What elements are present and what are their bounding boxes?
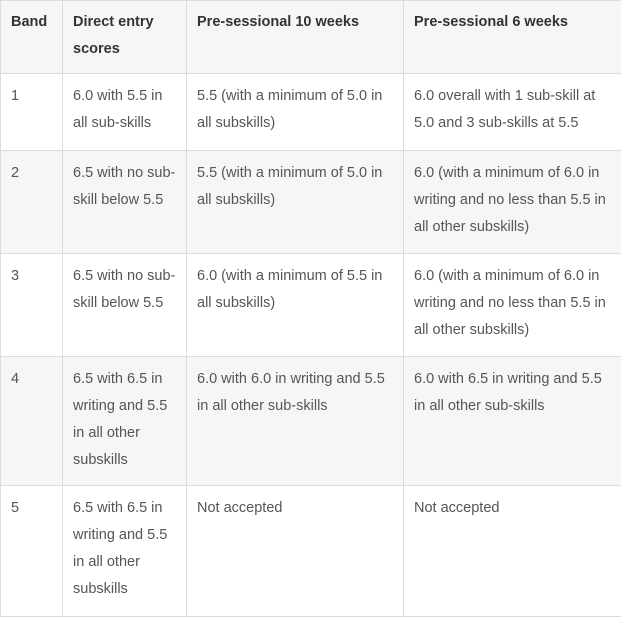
cell-band: 5: [1, 486, 63, 617]
cell-direct-entry: 6.0 with 5.5 in all sub-skills: [63, 74, 187, 151]
cell-direct-entry: 6.5 with 6.5 in writing and 5.5 in all other subskills: [63, 486, 187, 617]
cell-pre-sessional-10: 6.0 (with a minimum of 5.5 in all subskills): [187, 254, 404, 357]
cell-direct-entry: 6.5 with 6.5 in writing and 5.5 in all other subskills: [63, 357, 187, 486]
cell-pre-sessional-10: Not accepted: [187, 486, 404, 617]
cell-pre-sessional-6: 6.0 overall with 1 sub-skill at 5.0 and 3 sub-skills at 5.5: [404, 74, 621, 151]
cell-band: 2: [1, 151, 63, 254]
cell-direct-entry: 6.5 with no sub-skill below 5.5: [63, 254, 187, 357]
cell-band: 1: [1, 74, 63, 151]
cell-pre-sessional-6: 6.0 (with a minimum of 6.0 in writing and no less than 5.5 in all other subskills): [404, 151, 621, 254]
cell-pre-sessional-6: 6.0 (with a minimum of 6.0 in writing and no less than 5.5 in all other subskills): [404, 254, 621, 357]
cell-direct-entry: 6.5 with no sub-skill below 5.5: [63, 151, 187, 254]
table-row: [1, 357, 621, 486]
table-header-row: [1, 1, 621, 74]
table-row: [1, 486, 621, 617]
table-row: [1, 74, 621, 151]
cell-pre-sessional-6: 6.0 with 6.5 in writing and 5.5 in all other sub-skills: [404, 357, 621, 486]
cell-pre-sessional-10: 6.0 with 6.0 in writing and 5.5 in all other sub-skills: [187, 357, 404, 486]
header-direct-entry-scores: Direct entry scores: [63, 1, 187, 74]
cell-pre-sessional-6: Not accepted: [404, 486, 621, 617]
header-pre-sessional-6-weeks: Pre-sessional 6 weeks: [404, 1, 621, 74]
header-pre-sessional-10-weeks: Pre-sessional 10 weeks: [187, 1, 404, 74]
cell-band: 4: [1, 357, 63, 486]
cell-pre-sessional-10: 5.5 (with a minimum of 5.0 in all subskills): [187, 151, 404, 254]
table-row: [1, 254, 621, 357]
cell-pre-sessional-10: 5.5 (with a minimum of 5.0 in all subskills): [187, 74, 404, 151]
table-row: [1, 151, 621, 254]
header-band: Band: [1, 1, 63, 74]
cell-band: 3: [1, 254, 63, 357]
